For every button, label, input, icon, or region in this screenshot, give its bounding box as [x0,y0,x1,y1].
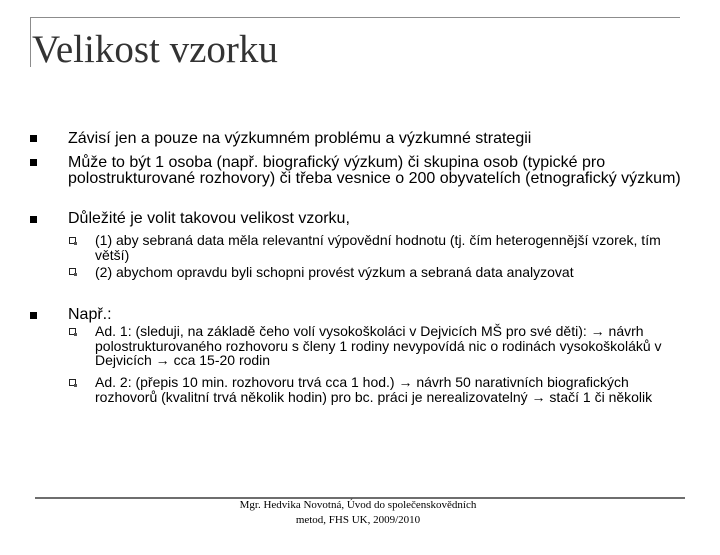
bullet-text: Důležité je volit takovou velikost vzorku, [68,210,350,227]
sub-bullet-box-icon [69,328,76,335]
slide-title: Velikost vzorku [32,28,278,71]
sub-bullet-text: Ad. 1: (sleduji, na základě čeho volí vysokoškoláci v Dejvicích MŠ pro své děti): → návrh polostrukturovaného rozhovoru s členy 1 rodiny nevypovídá nic o rodinách vysokoškoláků v Dejvicích → cca 15-20 rodin [95,323,662,368]
bullet-square-icon [30,135,37,142]
title-side-rule [30,17,31,67]
bullet-square-icon [30,312,37,319]
sub-bullet-text: (1) aby sebraná data měla relevantní výpovědní hodnotu (tj. čím heterogennější vzorek, tím větší) [95,232,661,263]
bullet-square-icon [30,159,37,166]
sub-bullet-text: (2) abychom opravdu byli schopni provést výzkum a sebraná data analyzovat [95,264,574,280]
bullet-text: Může to být 1 osoba (např. biografický výzkum) či skupina osob (typické pro polostrukturované rozhovory) či třeba vesnice o 200 obyvatelích (etnografický výzkum) [68,154,681,187]
sub-bullet-text: Ad. 2: (přepis 10 min. rozhovoru trvá cca 1 hod.) → návrh 50 narativních biografických rozhovorů (kvalitní trvá několik hodin) pro bc. práci je nerealizovatelný → stačí 1 či několik [95,374,653,405]
sub-bullet-box-icon [69,237,76,244]
bullet-square-icon [30,216,37,223]
sub-bullet-box-icon [69,379,76,386]
title-top-rule [30,17,680,18]
bullet-text: Závisí jen a pouze na výzkumném problému a výzkumné strategii [68,130,532,147]
sub-bullet-box-icon [69,268,76,275]
footer-text: Mgr. Hedvika Novotná, Úvod do společenskovědních metod, FHS UK, 2009/2010 [239,499,477,526]
bullet-text: Např.: [68,306,112,323]
